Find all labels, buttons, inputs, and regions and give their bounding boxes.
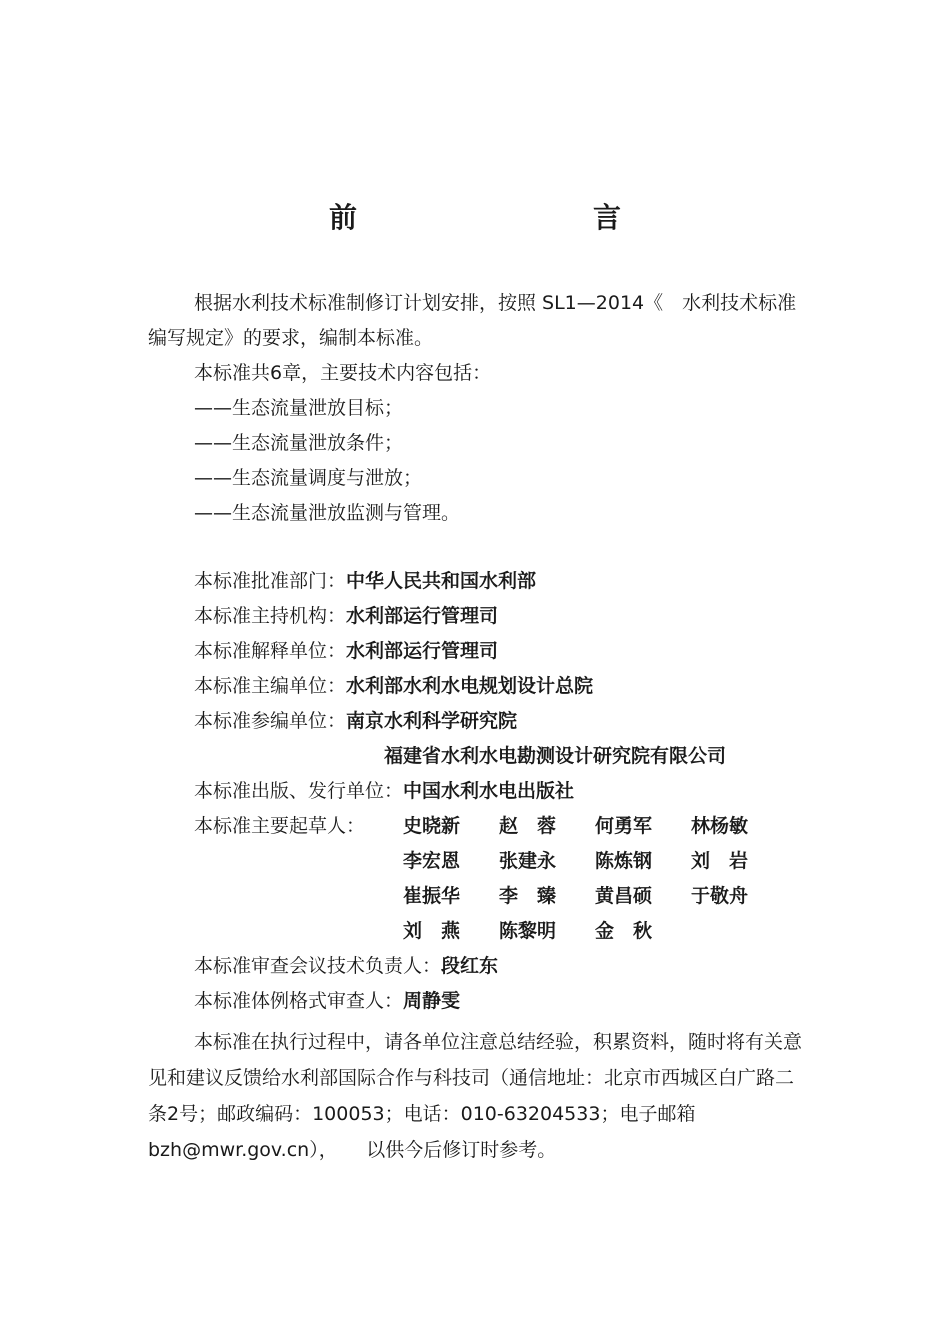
- drafter-name: 史晓新: [403, 815, 461, 837]
- publisher-value: 中国水利水电出版社: [403, 780, 575, 802]
- interpret-value: 水利部运行管理司: [346, 640, 499, 662]
- participant-value: 南京水利科学研究院: [346, 710, 518, 732]
- approve-row: [194, 564, 834, 599]
- list-item: ——生态流量调度与泄放；: [194, 467, 423, 489]
- drafter-name: 陈炼钢: [595, 850, 653, 872]
- host-value: 水利部运行管理司: [346, 605, 499, 627]
- publisher-label: 本标准出版、发行单位：: [194, 780, 404, 802]
- list-item: ——生态流量泄放条件；: [194, 432, 404, 454]
- list-item: ——生态流量泄放目标；: [194, 397, 404, 419]
- closing-section: [148, 1024, 810, 1168]
- participant-label: 本标准参编单位：: [194, 710, 347, 732]
- participant-row: [194, 704, 834, 739]
- standard-info: [194, 564, 834, 1019]
- interpret-label: 本标准解释单位：: [194, 640, 347, 662]
- approve-value: 中华人民共和国水利部: [346, 570, 537, 592]
- host-row: [194, 599, 834, 634]
- chief-label: 本标准主编单位：: [194, 675, 347, 697]
- drafters-row: [194, 844, 834, 879]
- drafter-name: 张建永: [499, 850, 557, 872]
- list-item: ——生态流量泄放监测与管理。: [194, 502, 461, 524]
- review-label: 本标准审查会议技术负责人：: [194, 955, 442, 977]
- intro-summary: 本标准共6章，主要技术内容包括：: [194, 362, 492, 384]
- approve-label: 本标准批准部门：: [194, 570, 347, 592]
- closing-paragraph: 本标准在执行过程中，请各单位注意总结经验，积累资料，随时将有关意见和建议反馈给水利部国际合作与科技司（通信地址：北京市西城区白广路二条2号；邮政编码：100053；电话：010-63204533；电子邮箱 bzh@mwr.gov.cn）， 以供今后修订时参考。: [148, 1031, 803, 1161]
- review-value: 段红东: [441, 955, 499, 977]
- drafters-row: [194, 879, 834, 914]
- drafters-row: [194, 809, 834, 844]
- drafter-name: 何勇军: [595, 815, 653, 837]
- chief-row: [194, 669, 834, 704]
- intro-paragraph: 根据水利技术标准制修订计划安排，按照 SL1—2014《 水利技术标准编写规定》的要求，编制本标准。: [148, 292, 797, 349]
- drafters-label: 本标准主要起草人：: [194, 815, 366, 837]
- drafters-row: [194, 914, 834, 949]
- format-label: 本标准体例格式审查人：: [194, 990, 404, 1012]
- chief-value: 水利部水利水电规划设计总院: [346, 675, 594, 697]
- drafter-name: 金 秋: [595, 920, 653, 942]
- drafter-name: 李 臻: [499, 885, 557, 907]
- drafter-name: 赵 蓉: [499, 815, 557, 837]
- drafter-name: 陈黎明: [499, 920, 557, 942]
- host-label: 本标准主持机构：: [194, 605, 347, 627]
- drafter-name: 崔振华: [403, 885, 461, 907]
- drafter-name: 于敬舟: [691, 885, 749, 907]
- interpret-row: [194, 634, 834, 669]
- drafter-name: 刘 燕: [403, 920, 461, 942]
- participant-row-2: [194, 739, 834, 774]
- drafter-name: 黄昌硕: [595, 885, 653, 907]
- intro-section: [148, 286, 808, 531]
- publisher-row: [194, 774, 834, 809]
- page-title: 前 言: [328, 201, 681, 234]
- drafter-name: 刘 岩: [691, 850, 749, 872]
- participant-value-2: 福建省水利水电勘测设计研究院有限公司: [384, 745, 727, 767]
- drafter-name: 林杨敏: [691, 815, 749, 837]
- format-row: [194, 984, 834, 1019]
- format-value: 周静雯: [403, 990, 461, 1012]
- review-row: [194, 949, 834, 984]
- drafter-name: 李宏恩: [403, 850, 461, 872]
